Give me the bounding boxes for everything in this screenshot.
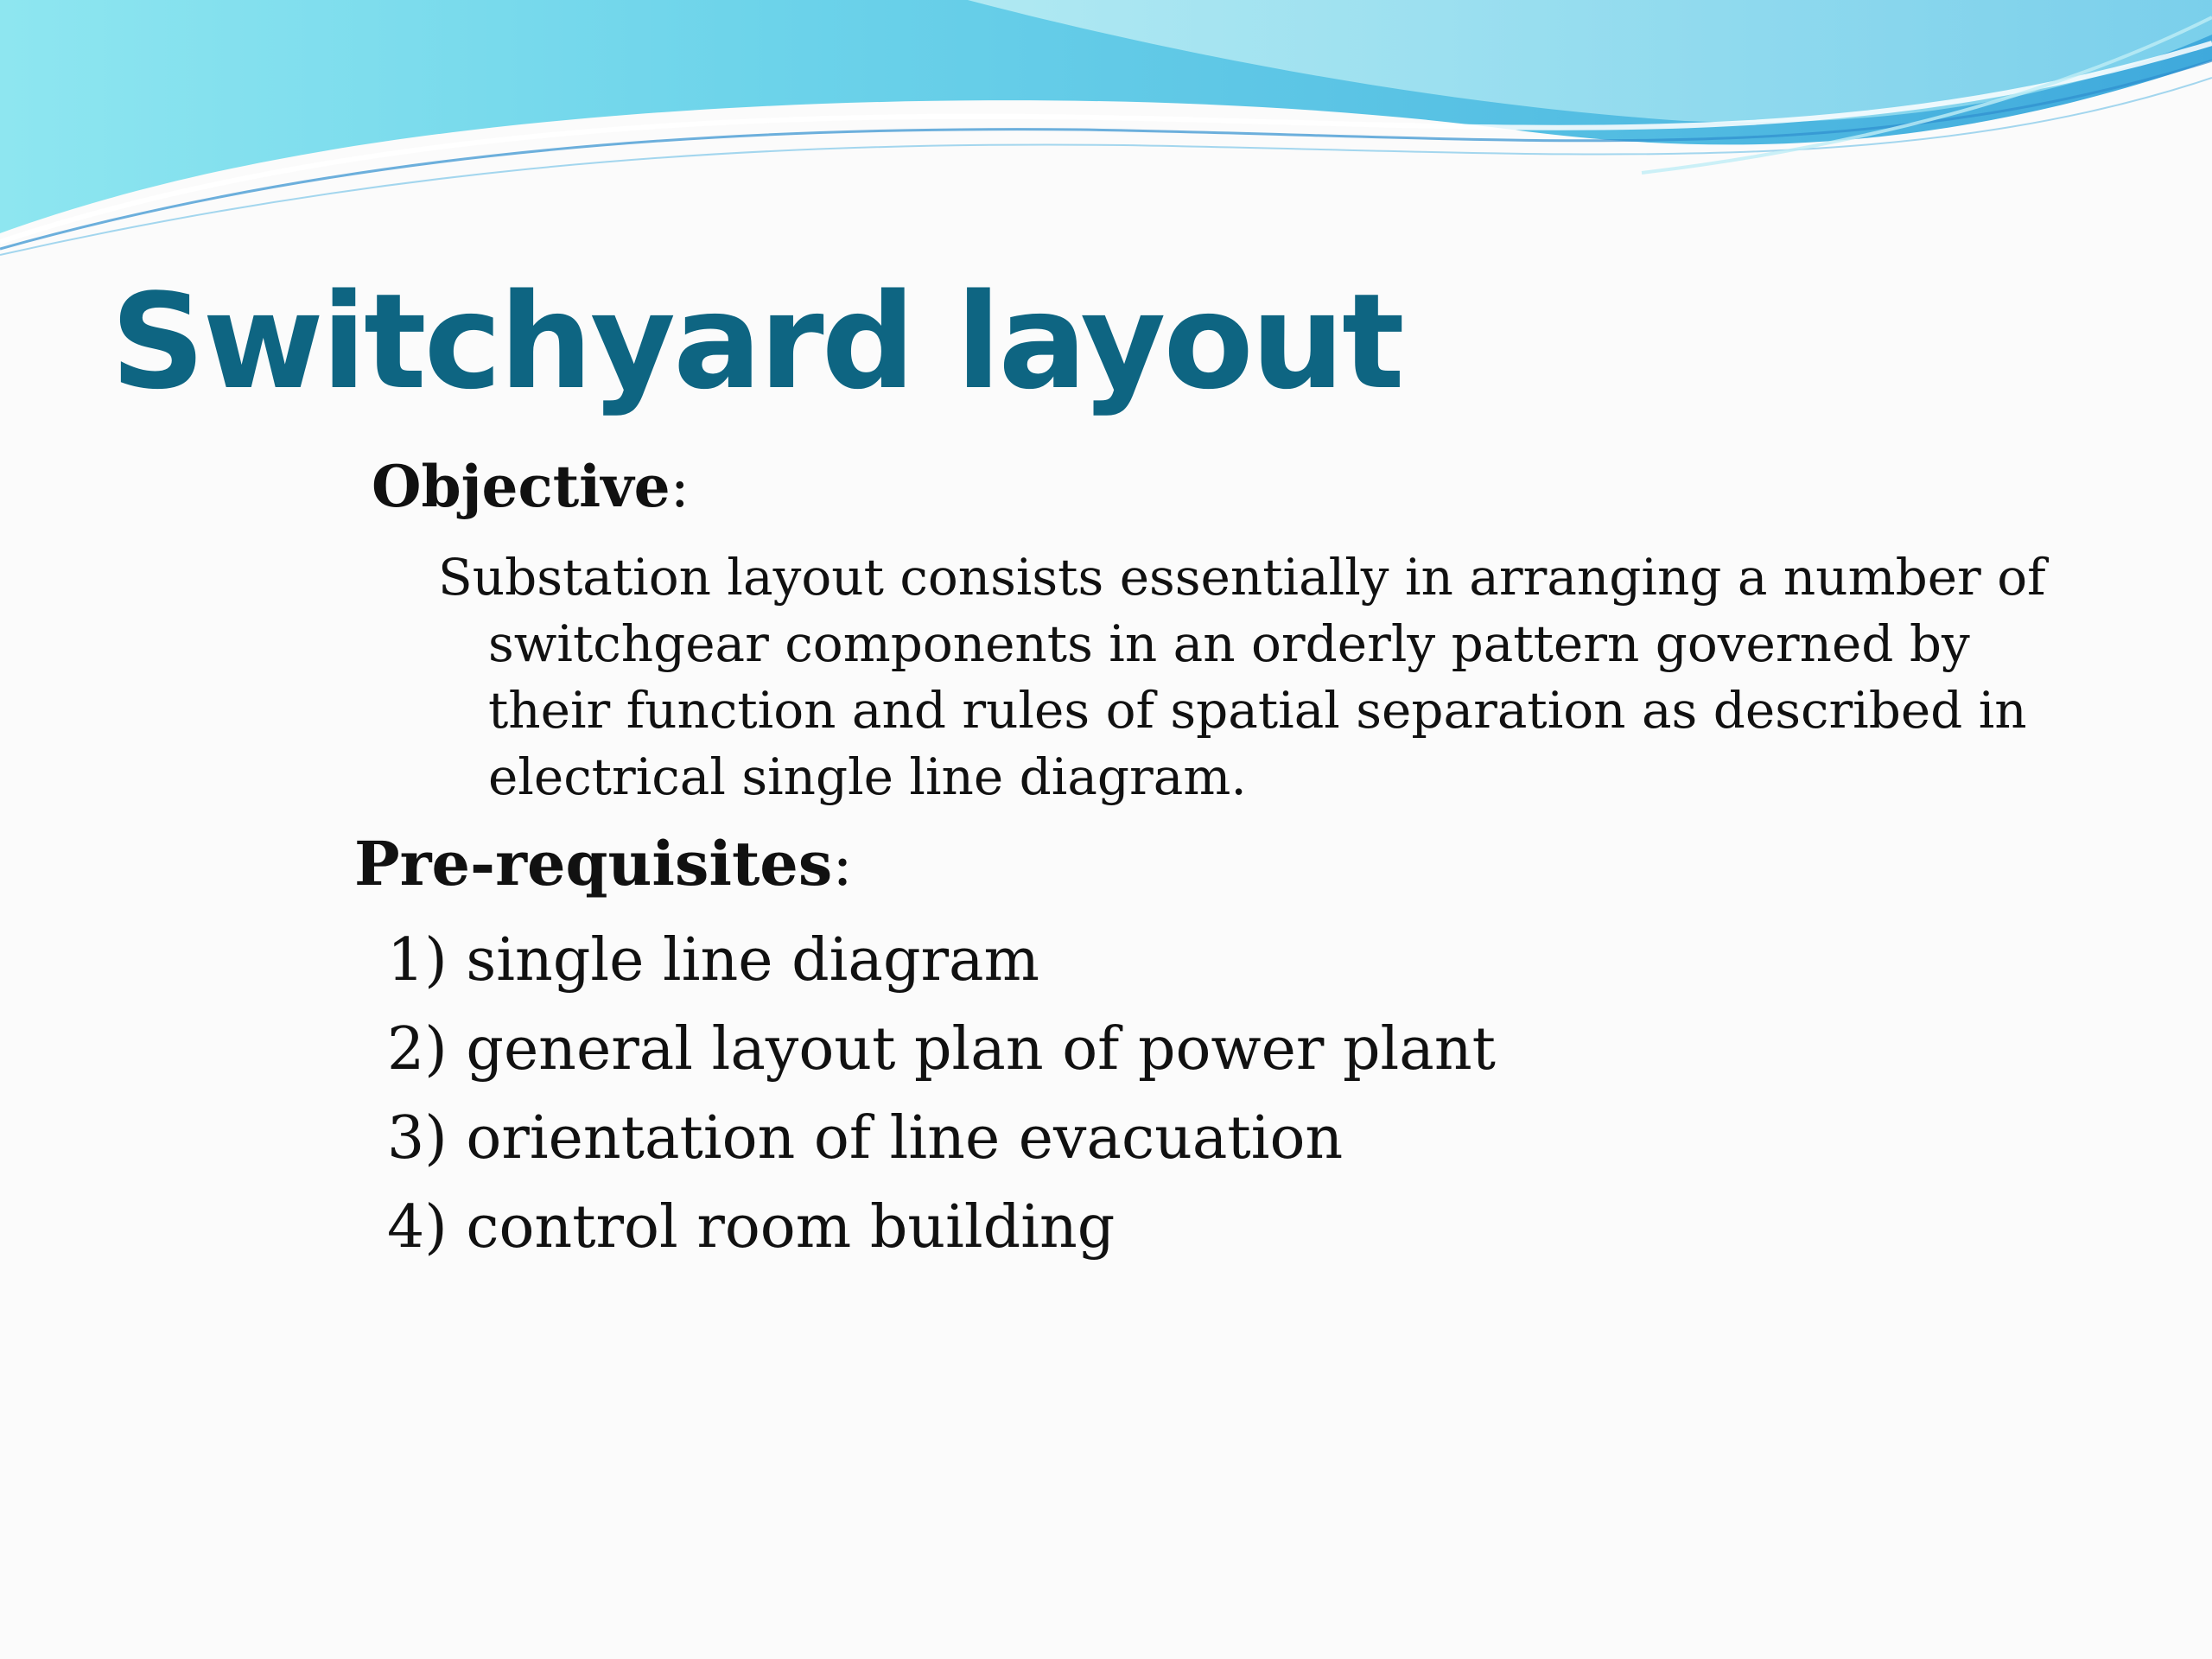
slide-title: Switchyard layout [111, 265, 1402, 418]
prerequisite-item: 2) general layout plan of power plant [387, 1015, 1496, 1084]
prerequisites-heading-colon: : [832, 829, 853, 899]
prerequisite-item: 4) control room building [387, 1193, 1116, 1262]
objective-heading-label: Objective [372, 453, 671, 520]
prerequisite-item: 3) orientation of line evacuation [387, 1104, 1344, 1173]
prerequisite-item: 1) single line diagram [387, 926, 1040, 995]
objective-heading-colon: : [670, 454, 690, 520]
objective-heading [372, 453, 690, 520]
prerequisites-list [387, 916, 1496, 1272]
objective-paragraph: Substation layout consists essentially in arranging a number of switchgear components in an orderly pattern governed by their function and rules of spatial separation as described in electrical single line diagram. [438, 548, 2046, 806]
prerequisites-heading [354, 828, 853, 899]
wave-header-decoration [0, 0, 2212, 259]
prerequisites-heading-label: Pre-requisites [354, 828, 833, 899]
